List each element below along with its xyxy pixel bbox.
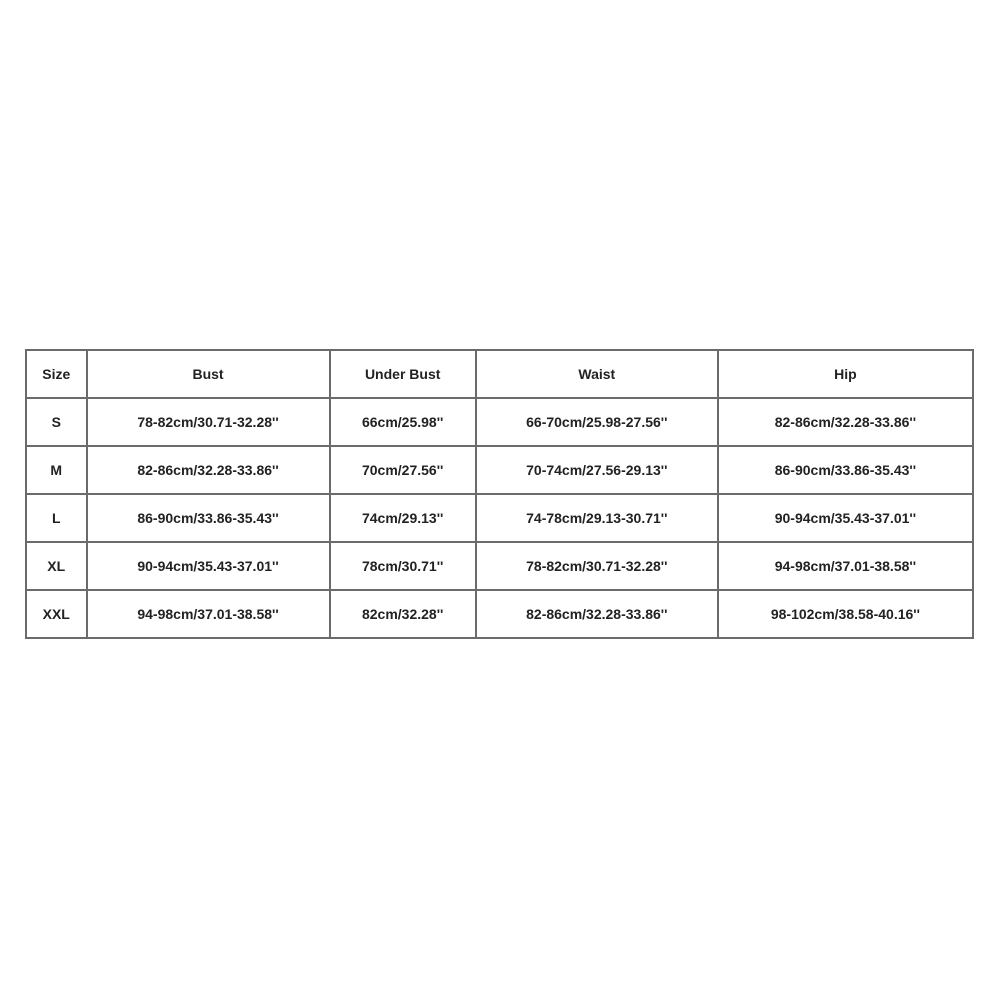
- size-cell: S: [26, 398, 87, 446]
- under-bust-cell: 74cm/29.13'': [330, 494, 476, 542]
- header-row: [26, 350, 973, 398]
- table-row: [26, 542, 973, 590]
- header-waist: Waist: [476, 350, 718, 398]
- waist-cell: 70-74cm/27.56-29.13'': [476, 446, 718, 494]
- table-row: [26, 494, 973, 542]
- size-cell: L: [26, 494, 87, 542]
- hip-cell: 90-94cm/35.43-37.01'': [718, 494, 973, 542]
- hip-cell: 94-98cm/37.01-38.58'': [718, 542, 973, 590]
- bust-cell: 78-82cm/30.71-32.28'': [87, 398, 330, 446]
- under-bust-cell: 66cm/25.98'': [330, 398, 476, 446]
- under-bust-cell: 70cm/27.56'': [330, 446, 476, 494]
- size-cell: XL: [26, 542, 87, 590]
- table-row: [26, 398, 973, 446]
- header-hip: Hip: [718, 350, 973, 398]
- table-row: [26, 590, 973, 638]
- hip-cell: 82-86cm/32.28-33.86'': [718, 398, 973, 446]
- waist-cell: 78-82cm/30.71-32.28'': [476, 542, 718, 590]
- bust-cell: 90-94cm/35.43-37.01'': [87, 542, 330, 590]
- size-chart-table: [25, 349, 974, 639]
- under-bust-cell: 78cm/30.71'': [330, 542, 476, 590]
- bust-cell: 94-98cm/37.01-38.58'': [87, 590, 330, 638]
- header-size: Size: [26, 350, 87, 398]
- hip-cell: 98-102cm/38.58-40.16'': [718, 590, 973, 638]
- header-under-bust: Under Bust: [330, 350, 476, 398]
- waist-cell: 66-70cm/25.98-27.56'': [476, 398, 718, 446]
- waist-cell: 74-78cm/29.13-30.71'': [476, 494, 718, 542]
- table-row: [26, 446, 973, 494]
- header-bust: Bust: [87, 350, 330, 398]
- waist-cell: 82-86cm/32.28-33.86'': [476, 590, 718, 638]
- bust-cell: 82-86cm/32.28-33.86'': [87, 446, 330, 494]
- hip-cell: 86-90cm/33.86-35.43'': [718, 446, 973, 494]
- under-bust-cell: 82cm/32.28'': [330, 590, 476, 638]
- size-cell: M: [26, 446, 87, 494]
- bust-cell: 86-90cm/33.86-35.43'': [87, 494, 330, 542]
- size-cell: XXL: [26, 590, 87, 638]
